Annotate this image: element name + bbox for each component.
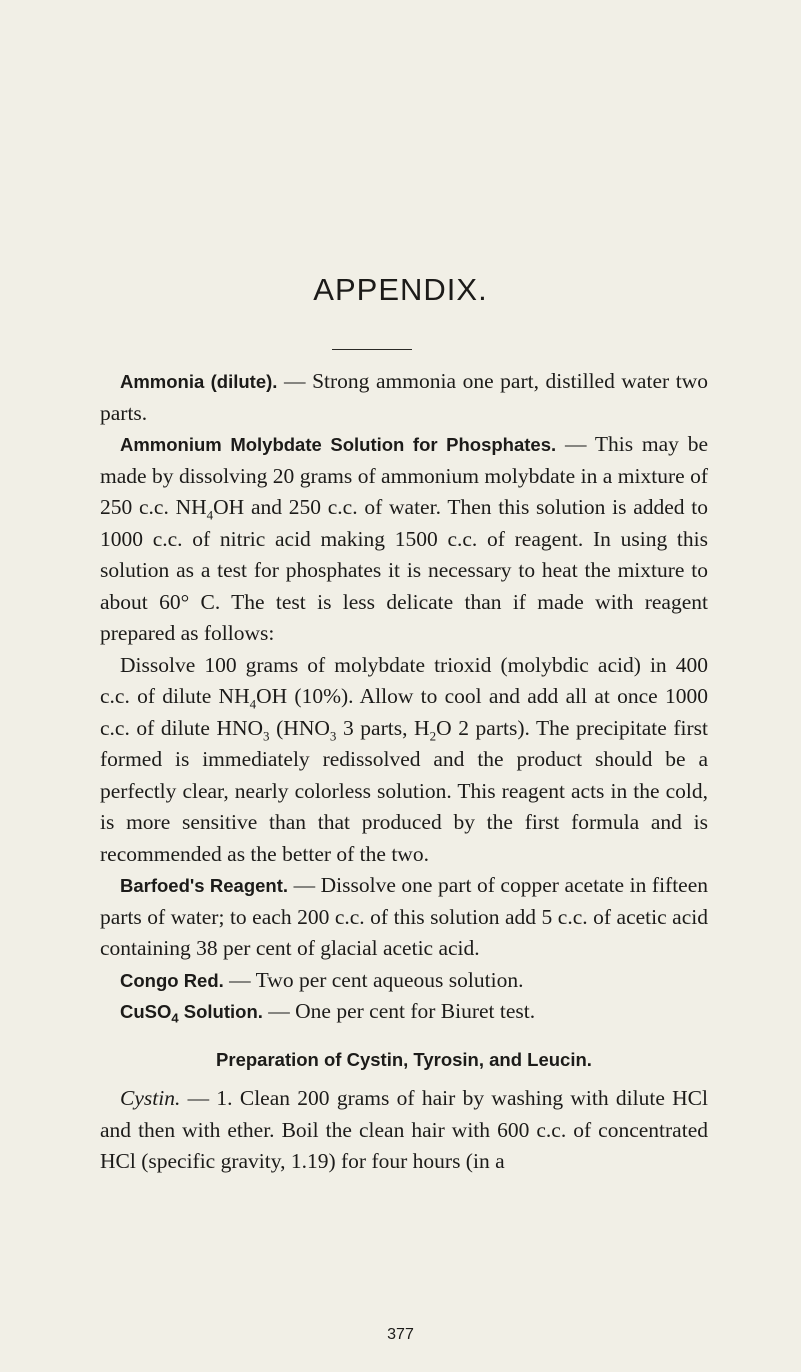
page-title: APPENDIX. bbox=[313, 272, 488, 307]
entry-heading: CuSO$_4$ Solution. bbox=[120, 1001, 263, 1026]
entry-heading: Ammonia (dilute). bbox=[120, 371, 278, 392]
entry-heading: Congo Red. bbox=[120, 969, 224, 991]
entry-heading: Ammonium Molybdate Solution for Phosphates. bbox=[120, 434, 557, 455]
entry-ammonia: Ammonia (dilute). — Strong ammonia one part, distilled water two parts. bbox=[100, 369, 708, 425]
entry-heading: Barfoed's Reagent. bbox=[120, 875, 289, 896]
section-heading: Preparation of Cystin, Tyrosin, and Leucin. bbox=[216, 1048, 592, 1070]
entry-molybdate-alternate: Dissolve 100 grams of molybdate trioxid (molybdic acid) in 400 c.c. of dilute $NH_4OH$ (10%). Allow to cool and add all at once 1000 c.c. of dilute $HNO_3$ ($HNO_3$ 3 parts, $H_2O$ 2 parts). The precipitate first formed is immediately redissolved and the product should be a perfectly clear, nearly colorless solution. This reagent acts in the cold, is more sensitive than that produced by the first formula and is recommended as the better of the two. bbox=[100, 652, 708, 866]
title-rule bbox=[332, 349, 412, 350]
entry-cystin: Cystin. — 1. Clean 200 grams of hair by washing with dilute HCl and then with ether. Boil the clean hair with 600 c.c. of concentrated HCl (specific gravity, 1.19) for four hours (in a bbox=[100, 1086, 708, 1173]
body-text bbox=[100, 366, 708, 1178]
entry-congo-red: Congo Red. — Two per cent aqueous solution. bbox=[120, 967, 524, 992]
cystin-label: Cystin. bbox=[120, 1086, 181, 1110]
page-number: 377 bbox=[387, 1326, 414, 1343]
entry-cuso4: CuSO$_4$ Solution. — One per cent for Biuret test. bbox=[120, 999, 536, 1026]
entry-barfoed: Barfoed's Reagent. — Dissolve one part of copper acetate in fifteen parts of water; to each 200 c.c. of this solution add 5 c.c. of acetic acid containing 38 per cent of glacial acetic acid. bbox=[100, 873, 709, 960]
entry-ammonium-molybdate: Ammonium Molybdate Solution for Phosphates. — This may be made by dissolving 20 grams of ammonium molybdate in a mixture of 250 c.c. $NH_4OH$ and 250 c.c. of water. Then this solution is added to 1000 c.c. of nitric acid making 1500 c.c. of reagent. In using this solution as a test for phosphates it is necessary to heat the mixture to about 60° C. The test is less delicate than if made with reagent prepared as follows: bbox=[100, 432, 709, 645]
